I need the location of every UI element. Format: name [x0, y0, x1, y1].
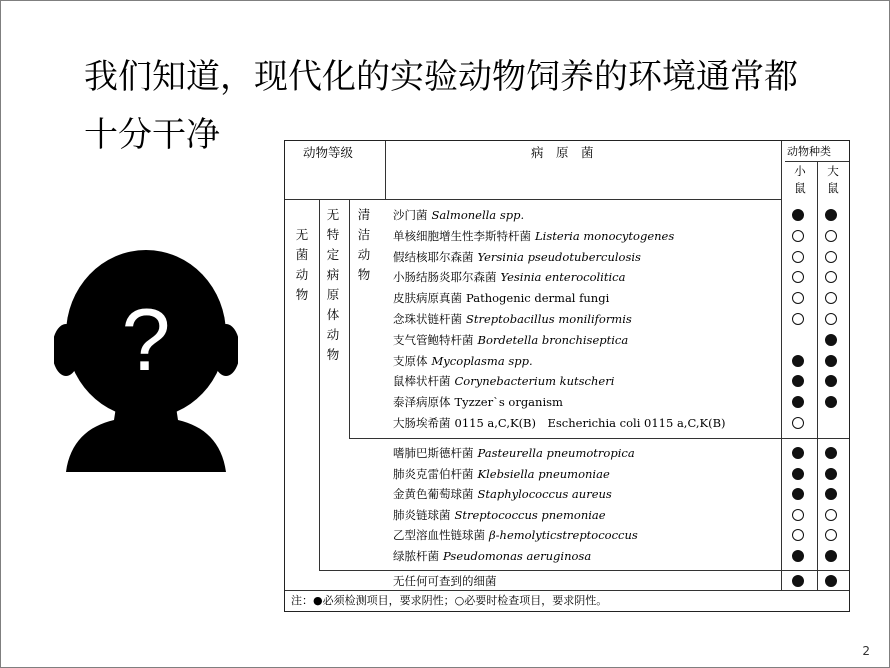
pathogen-name-zh: 肺炎克雷伯杆菌	[393, 466, 474, 481]
pathogen-row	[393, 309, 783, 329]
required-test-dot-icon	[825, 550, 837, 562]
required-test-dot-icon	[825, 375, 837, 387]
required-test-dot-icon	[792, 488, 804, 500]
optional-test-circle-icon	[792, 230, 804, 242]
pathogen-name-zh: 泰泽病原体	[393, 395, 451, 410]
pathogen-name-zh: 假结核耶尔森菌	[393, 249, 474, 264]
pathogen-name-zh: 金黄色葡萄球菌	[393, 487, 474, 501]
required-test-dot-icon	[825, 488, 837, 500]
pathogen-row	[393, 288, 783, 308]
pathogen-name-zh: 鼠棒状杆菌	[393, 374, 451, 389]
pathogen-name-latin: Yesinia enterocolitica	[500, 270, 626, 285]
pathogen-row	[393, 525, 783, 545]
required-test-dot-icon	[825, 575, 837, 587]
level-clean: 清 洁 动 物	[357, 207, 371, 282]
question-mark-glyph: ?	[121, 290, 171, 389]
pathogen-name-zh: 沙门菌	[393, 208, 428, 222]
header-animal-grade: 动物等级	[303, 145, 354, 160]
table-note: 注：●必须检测项目，要求阴性；○必要时检查项目，要求阴性。	[291, 594, 608, 607]
pathogen-row	[393, 351, 783, 371]
pathogen-row	[393, 247, 783, 267]
required-test-dot-icon	[825, 209, 837, 221]
optional-test-circle-icon	[792, 417, 804, 429]
unknown-person-icon	[54, 242, 238, 472]
required-test-dot-icon	[792, 468, 804, 480]
pathogen-name-zh: 支气管鲍特杆菌	[393, 332, 474, 347]
pathogen-row	[393, 546, 783, 566]
pathogen-name-latin: Staphylococcus aureus	[477, 487, 612, 501]
pathogen-name-latin: Corynebacterium kutscheri	[454, 374, 615, 389]
pathogen-row	[393, 392, 783, 412]
pathogen-row	[393, 484, 783, 504]
optional-test-circle-icon	[792, 271, 804, 283]
optional-test-circle-icon	[792, 313, 804, 325]
required-test-dot-icon	[825, 447, 837, 459]
required-test-dot-icon	[792, 375, 804, 387]
optional-test-circle-icon	[825, 313, 837, 325]
optional-test-circle-icon	[792, 251, 804, 263]
pathogen-name-latin: Listeria monocytogenes	[535, 228, 675, 243]
header-rat: 大 鼠	[827, 164, 839, 195]
slide-title-line2: 十分干净	[84, 115, 220, 155]
pathogen-name-latin: Mycoplasma spp.	[431, 353, 533, 368]
optional-test-circle-icon	[825, 230, 837, 242]
pathogen-row	[393, 267, 783, 287]
level-germ-free: 无 菌 动 物	[295, 227, 309, 302]
optional-test-circle-icon	[792, 509, 804, 521]
slide-title-line1: 我们知道，现代化的实验动物饲养的环境通常都	[84, 57, 798, 97]
germ-free-row	[393, 571, 783, 591]
pathogen-name-latin: Yersinia pseudotuberculosis	[477, 249, 641, 264]
pathogen-name-latin: Pseudomonas aeruginosa	[443, 548, 592, 563]
pathogen-name-zh: 小肠结肠炎耶尔森菌	[393, 270, 497, 285]
pathogen-name-latin: Tyzzer`s organism	[454, 395, 563, 410]
pathogen-name-latin: Klebsiella pneumoniae	[477, 466, 610, 481]
pathogen-row	[393, 505, 783, 525]
pathogen-name-zh: 大肠埃希菌	[393, 416, 451, 430]
pathogen-row	[393, 464, 783, 484]
pathogen-name-latin: Bordetella bronchiseptica	[477, 332, 629, 347]
pathogen-name-zh: 念珠状链杆菌	[393, 312, 462, 326]
pathogen-table	[284, 140, 850, 612]
required-test-dot-icon	[792, 550, 804, 562]
pathogen-name-latin: Salmonella spp.	[431, 208, 525, 222]
optional-test-circle-icon	[825, 509, 837, 521]
pathogen-row	[393, 371, 783, 391]
required-test-dot-icon	[792, 396, 804, 408]
optional-test-circle-icon	[825, 292, 837, 304]
optional-test-circle-icon	[792, 292, 804, 304]
pathogen-name-zh: 乙型溶血性链球菌	[393, 528, 485, 542]
optional-test-circle-icon	[825, 271, 837, 283]
page-number: 2	[862, 644, 870, 658]
pathogen-row	[393, 226, 783, 246]
pathogen-name-zh: 绿脓杆菌	[393, 548, 439, 563]
pathogen-row	[393, 413, 783, 433]
header-pathogen: 病 原 菌	[531, 145, 594, 160]
required-test-dot-icon	[792, 447, 804, 459]
required-test-dot-icon	[792, 209, 804, 221]
header-species: 动物种类	[787, 145, 831, 158]
pathogen-name-zh: 嗜肺巴斯德杆菌	[393, 446, 474, 460]
pathogen-name-zh: 肺炎链球菌	[393, 507, 451, 522]
required-test-dot-icon	[792, 355, 804, 367]
required-test-dot-icon	[825, 468, 837, 480]
pathogen-name-zh: 支原体	[393, 353, 428, 368]
header-mouse: 小 鼠	[794, 164, 806, 195]
optional-test-circle-icon	[825, 529, 837, 541]
pathogen-name-zh: 单核细胞增生性李斯特杆菌	[393, 228, 531, 243]
pathogen-name-latin: 0115 a,C,K(B) Escherichia coli 0115 a,C,K(B)	[454, 416, 726, 430]
pathogen-name-latin: Streptobacillus moniliformis	[466, 312, 632, 326]
level-spf: 无 特 定 病 原 体 动 物	[326, 207, 340, 362]
pathogen-name-latin: Pathogenic dermal fungi	[466, 291, 610, 306]
required-test-dot-icon	[825, 396, 837, 408]
pathogen-name-latin: Streptococcus pnemoniae	[454, 507, 606, 522]
required-test-dot-icon	[792, 575, 804, 587]
pathogen-name-zh: 无任何可查到的细菌	[393, 574, 497, 588]
required-test-dot-icon	[825, 334, 837, 346]
required-test-dot-icon	[825, 355, 837, 367]
pathogen-name-zh: 皮肤病原真菌	[393, 291, 462, 306]
pathogen-row	[393, 205, 783, 225]
optional-test-circle-icon	[792, 529, 804, 541]
pathogen-name-latin: β-hemolyticstreptococcus	[489, 528, 638, 542]
optional-test-circle-icon	[825, 251, 837, 263]
pathogen-name-latin: Pasteurella pneumotropica	[477, 446, 635, 460]
pathogen-row	[393, 330, 783, 350]
pathogen-row	[393, 443, 783, 463]
